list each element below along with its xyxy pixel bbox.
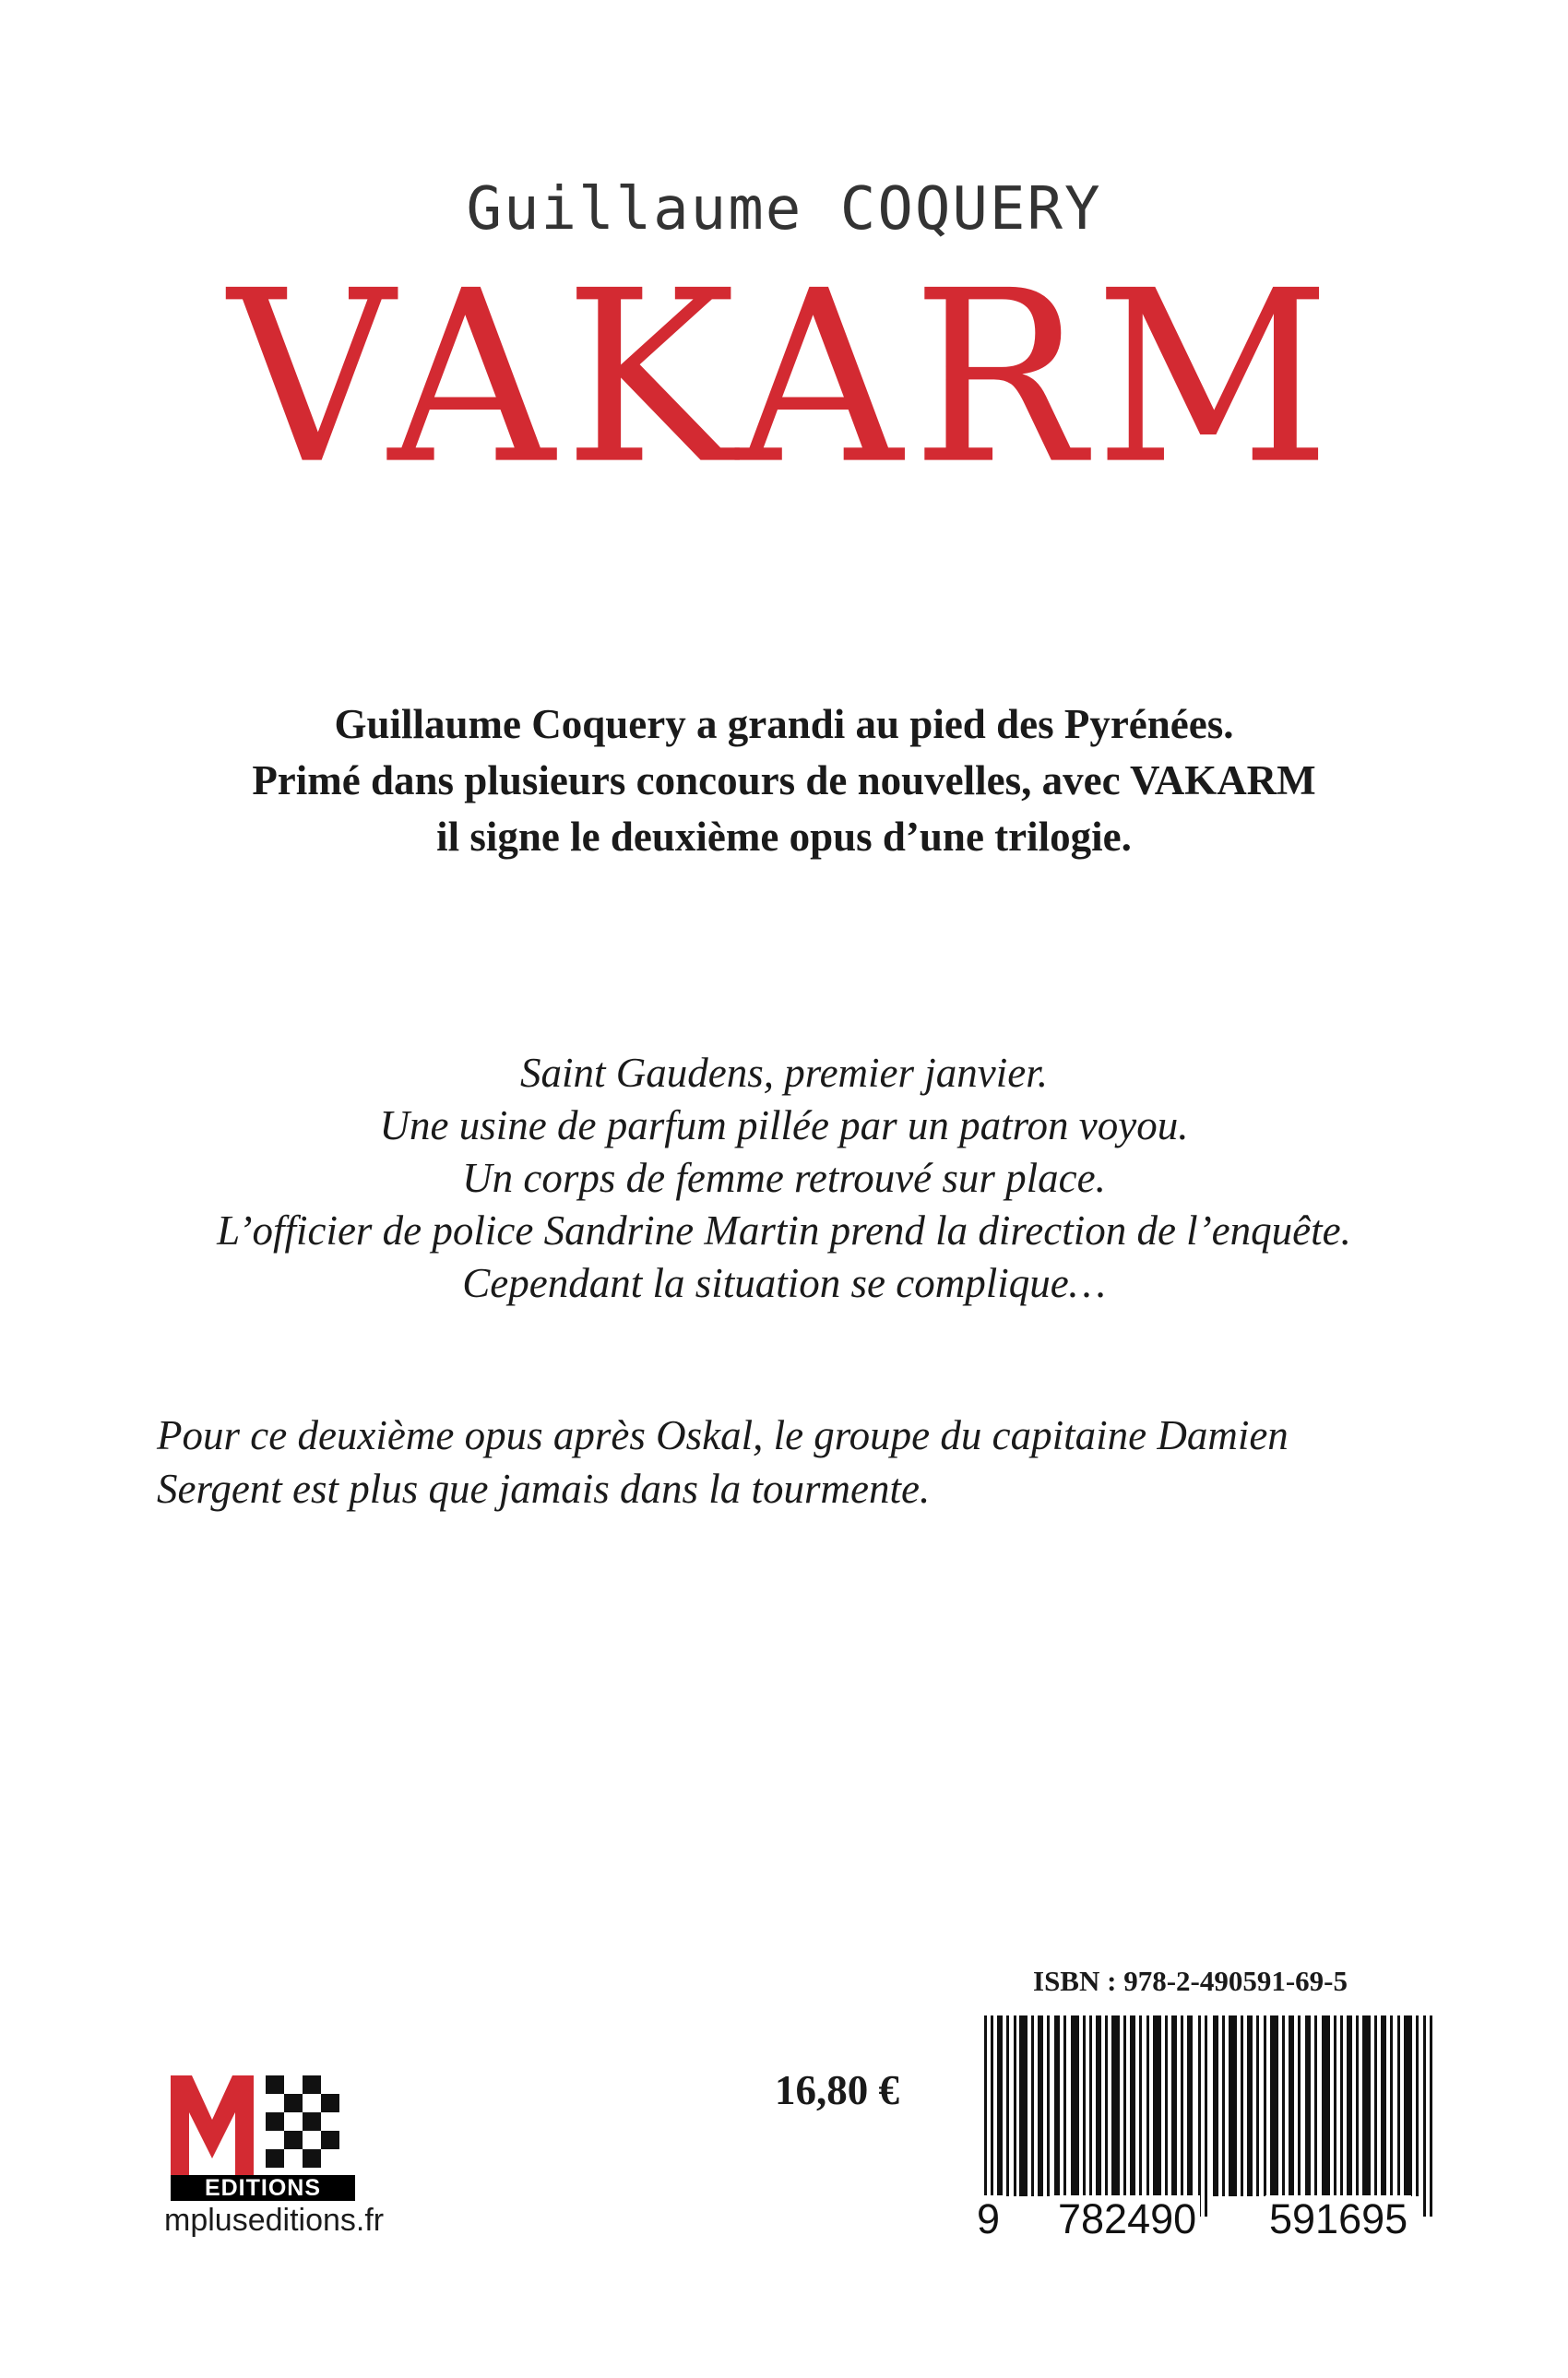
price: 16,80 € [775,2067,899,2113]
bio-line: il signe le deuxième opus d’une trilogie. [436,814,1132,860]
synopsis-line: Une usine de parfum pillée par un patron voyou. [379,1102,1189,1148]
bio-line: Primé dans plusieurs concours de nouvelles, avec VAKARM [252,757,1316,803]
barcode-digits [973,2195,1453,2251]
synopsis-line: L’officier de police Sandrine Martin prend la direction de l’enquête. [217,1207,1351,1254]
barcode-digit-group: 9 [973,2195,1004,2243]
synopsis-line: Cependant la situation se complique… [462,1260,1106,1306]
synopsis-line: Saint Gaudens, premier janvier. [519,1050,1048,1096]
author-name: Guillaume COQUERY [466,175,1102,244]
closing-line: Pour ce deuxième opus après Oskal, le groupe du capitaine Damien [157,1412,1289,1458]
isbn-number: ISBN : 978-2-490591-69-5 [1033,1965,1348,1997]
synopsis [0,1047,1568,1310]
barcode-digit-group: 591695 [1265,2195,1411,2243]
logo-label: EDITIONS [171,2175,355,2201]
publisher-website: mpluseditions.fr [164,2203,385,2238]
book-title: VAKARM [228,239,1340,517]
closing-paragraph [157,1409,1448,1516]
closing-line: Sergent est plus que jamais dans la tourmente. [157,1466,931,1512]
barcode-digit-group: 782490 [1054,2195,1200,2243]
synopsis-line: Un corps de femme retrouvé sur place. [462,1155,1106,1201]
mh-editions-logo [166,2066,350,2182]
barcode-icon [973,2015,1453,2217]
author-bio [0,696,1568,865]
bio-line: Guillaume Coquery a grandi au pied des Pyrénées. [334,701,1234,747]
